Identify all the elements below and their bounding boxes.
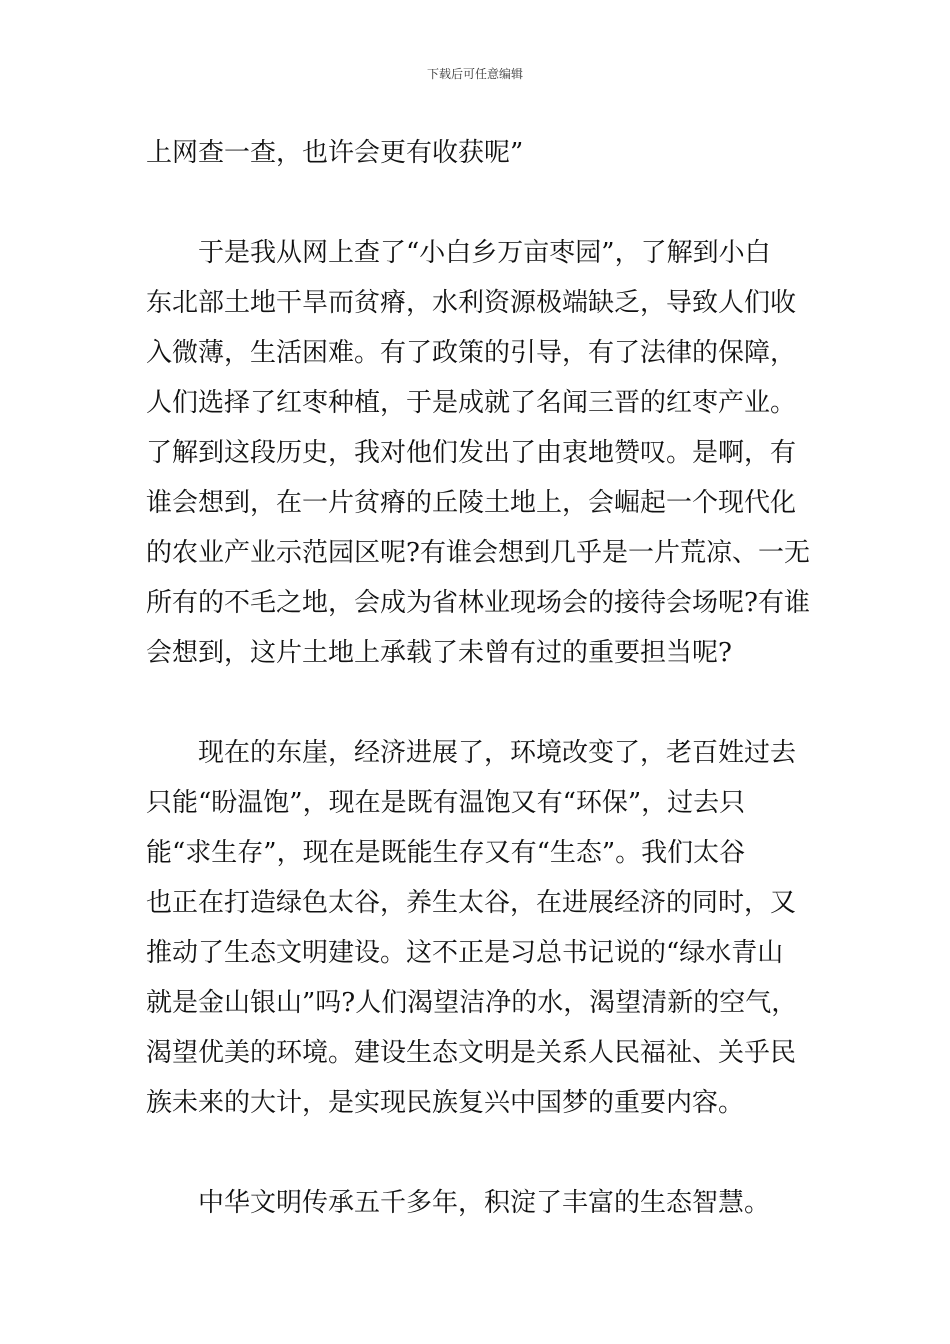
text-line: 就是金山银山”吗?人们渴望洁净的水，渴望清新的空气，	[146, 988, 798, 1018]
text-line: 所有的不毛之地，会成为省林业现场会的接待会场呢?有谁	[146, 588, 810, 618]
text-line: 中华文明传承五千多年，积淀了丰富的生态智慧。	[198, 1188, 771, 1218]
text-line: 东北部土地干旱而贫瘠，水利资源极端缺乏，导致人们收	[146, 288, 797, 318]
page-header: 下载后可任意编辑	[426, 67, 523, 81]
text-line: 渴望优美的环境。建设生态文明是关系人民福祉、关乎民	[146, 1038, 797, 1068]
paragraph-gap	[146, 1128, 811, 1178]
text-line: 会想到，这片土地上承载了未曾有过的重要担当呢?	[146, 638, 732, 668]
text-line: 现在的东崖，经济进展了，环境改变了，老百姓过去	[198, 738, 797, 768]
text-line: 了解到这段历史，我对他们发出了由衷地赞叹。是啊，有	[146, 438, 797, 468]
text-line: 上网查一查，也许会更有收获呢”	[146, 138, 524, 168]
text-line: 于是我从网上查了“小白乡万亩枣园”，了解到小白	[198, 238, 771, 268]
text-line: 也正在打造绿色太谷，养生太谷，在进展经济的同时，又	[146, 888, 797, 918]
text-line: 人们选择了红枣种植，于是成就了名闻三晋的红枣产业。	[146, 388, 797, 418]
text-line: 族未来的大计，是实现民族复兴中国梦的重要内容。	[146, 1088, 745, 1118]
body-text	[146, 128, 811, 1228]
text-line: 谁会想到，在一片贫瘠的丘陵土地上，会崛起一个现代化	[146, 488, 797, 518]
text-line: 只能“盼温饱”，现在是既有温饱又有“环保”，过去只	[146, 788, 746, 818]
text-line: 的农业产业示范园区呢?有谁会想到几乎是一片荒凉、一无	[146, 538, 810, 568]
paragraph-gap	[146, 678, 811, 728]
text-line: 入微薄，生活困难。有了政策的引导，有了法律的保障，	[146, 338, 797, 368]
paragraph-gap	[146, 178, 811, 228]
text-line: 推动了生态文明建设。这不正是习总书记说的“绿水青山	[146, 938, 784, 968]
text-line: 能“求生存”，现在是既能生存又有“生态”。我们太谷	[146, 838, 746, 868]
